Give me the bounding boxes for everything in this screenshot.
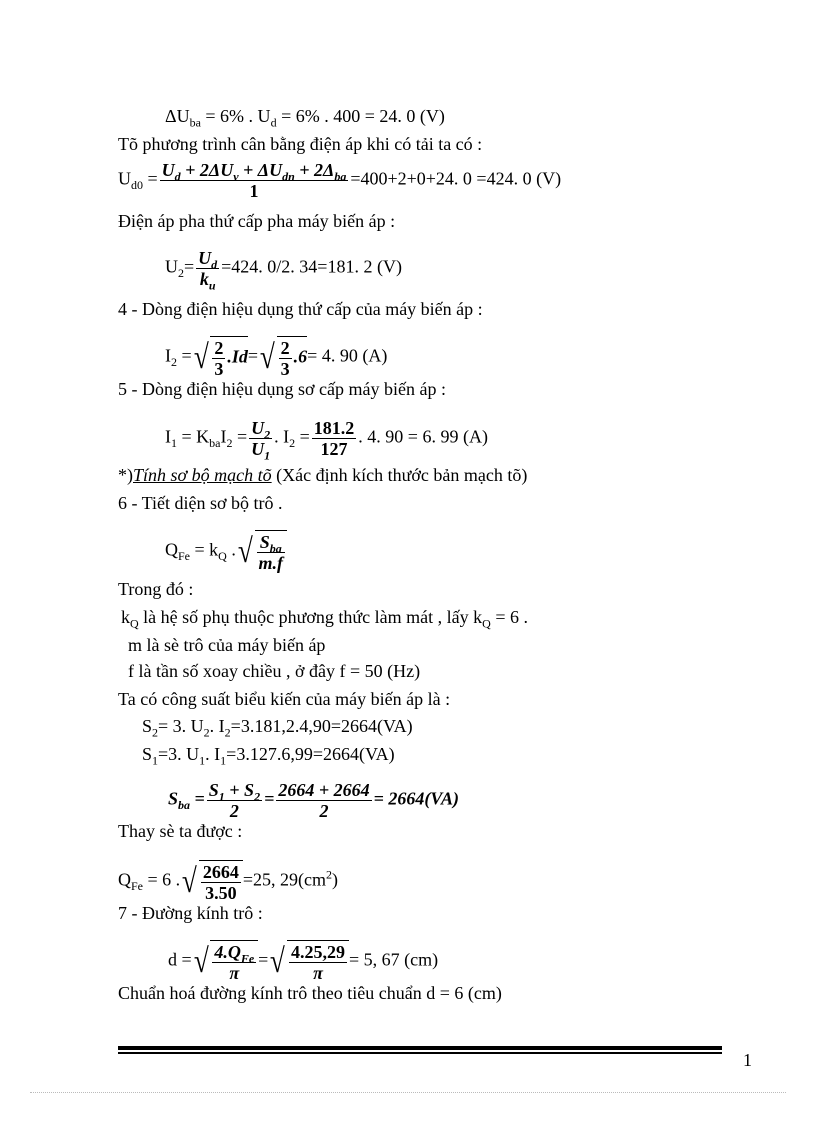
item-5: 5 - Dòng điện hiệu dụng sơ cấp máy biến áp : (118, 379, 446, 399)
where-kq: $k_Q$ là hệ số phụ thuộc phương thức làm mát , lấy $k_Q = 6$ . (121, 607, 528, 631)
eq-u2-fraction: $\frac{U_d}{k_u}$ (198, 248, 218, 293)
eq-i1-result: . 4. 90 = 6. 99 (A) (358, 426, 488, 447)
heading-voltage-balance: Tõ phương trình cân bằng điện áp khi có tải ta có : (118, 134, 483, 154)
sqrt-d-numeric: √ $\frac{4.25,29}{\pi}$ (268, 940, 349, 983)
eq-ud0: $U_{d0}$ = $\frac{U_d + 2\Delta U_v + \Delta U_{dn} + 2\Delta_{ba}}{1}$ =400+2+0+24. 0 =424. 0 (V) (118, 160, 562, 201)
eq-sba-symbolic: $\frac{S_1 + S_2}{2}$ (208, 780, 261, 821)
eq-qfe-numeric: $Q_{Fe} = 6$ .√ $\frac{2664}{3.50}$ =25, $29(cm^2)$ (118, 862, 338, 903)
eq-i2-result: = 4. 90 (A) (307, 345, 388, 366)
eq-u2-result: =424. 0/2. 34=181. 2 (V) (221, 256, 402, 277)
sqrt-d-symbolic: √ $\frac{4.Q_{Fe}}{\pi}$ (192, 940, 259, 983)
eq-i1: $I_1 = K_{ba}I_2$ = $\frac{U_2}{U_1}$ . $I_2$ = $\frac{181.2}{127}$ . 4. 90 = 6. 99 (A) (165, 418, 488, 463)
where-label: Trong đó : (118, 579, 194, 599)
sqrt-qfe: √ $\frac{2664}{3.50}$ (180, 860, 243, 903)
item-7: 7 - Đường kính trô : (118, 903, 263, 923)
eq-sba: $S_{ba}$ = $\frac{S_1 + S_2}{2}$ = $\frac{2664 + 2664}{2}$ = 2664(VA) (168, 780, 460, 821)
footer-rule-thin (118, 1052, 722, 1054)
item-4: 4 - Dòng điện hiệu dụng thứ cấp của máy biến áp : (118, 299, 483, 319)
eq-ud0-fraction: $\frac{U_d + 2\Delta U_v + \Delta U_{dn} + 2\Delta_{ba}}{1}$ (161, 160, 347, 201)
eq-u2: $U_2=$ $\frac{U_d}{k_u}$ =424. 0/2. 34=181. 2 (V) (165, 248, 402, 293)
eq-i2: $I_2$ =√ $\frac{2}{3}$ .Id=√ $\frac{2}{3}$ .6= 4. 90 (A) (165, 338, 388, 379)
sqrt-i2-b: √ $\frac{2}{3}$ .6 (259, 338, 308, 379)
substitute-label: Thay sè ta được : (118, 821, 243, 841)
eq-sba-numeric: $\frac{2664 + 2664}{2}$ (278, 780, 370, 821)
eq-s1: $S_1=3$. $U_1$. $I_1=3.127.6,99=2664(VA)$ (142, 744, 395, 768)
eq-s2: $S_2= 3$. $U_2$. $I_2=3.181,2.4,90=2664(VA)$ (142, 716, 413, 740)
eq-qfe-formula: $Q_{Fe} = k_Q$ .√ $\frac{S_{ba}}{m.f}$ (165, 530, 287, 573)
section-heading: *)Tính sơ bộ mạch tõ (Xác định kích thước bản mạch tõ) (118, 465, 528, 485)
eq-i1-num-ratio: $\frac{181.2}{127}$ (313, 418, 355, 459)
eq-d-result: = 5, 67 (cm) (349, 949, 439, 970)
page-number: 1 (743, 1050, 752, 1070)
eq-sba-result: = 2664(VA) (373, 788, 460, 809)
eq-d: d =√ $\frac{4.Q_{Fe}}{\pi}$ =√ $\frac{4.25,29}{\pi}$ = 5, 67 (cm) (168, 942, 439, 983)
heading-phase-voltage: Điện áp pha thứ cấp pha máy biến áp : (118, 211, 396, 231)
where-f: f là tần số xoay chiều , ở đây f = 50 (Hz) (128, 661, 421, 681)
sqrt-i2-a: √ $\frac{2}{3}$ .Id (193, 338, 248, 379)
footer-rule-thick (118, 1046, 722, 1050)
eq-i1-u-ratio: $\frac{U_2}{U_1}$ (251, 418, 271, 463)
page-bottom-dotted-border (30, 1092, 786, 1093)
apparent-power-heading: Ta có công suất biểu kiến của máy biến áp là : (118, 689, 451, 709)
eq-delta-u-ba: $\Delta U_{ba} = 6\%$ . $U_d = 6\%$ . 400 = 24. 0 (V) (165, 106, 445, 130)
sqrt-sba-mf: √ $\frac{S_{ba}}{m.f}$ (236, 530, 287, 573)
section-title: Tính sơ bộ mạch tõ (133, 465, 272, 485)
item-6: 6 - Tiết diện sơ bộ trô . (118, 493, 283, 513)
where-m: m là sè trô của máy biến áp (128, 635, 326, 655)
standardize-diameter: Chuẩn hoá đường kính trô theo tiêu chuẩn d = 6 (cm) (118, 983, 502, 1003)
eq-ud0-result: =400+2+0+24. 0 =424. 0 (V) (350, 168, 562, 189)
section-note: (Xác định kích thước bản mạch tõ) (271, 465, 528, 485)
